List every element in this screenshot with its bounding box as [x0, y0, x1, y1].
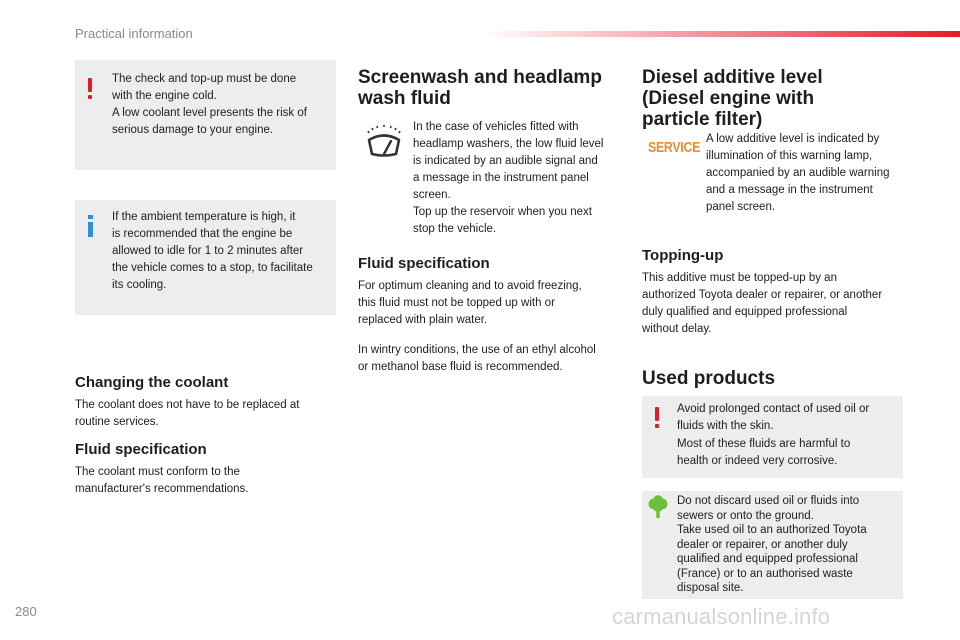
diesel-additive-intro-text: A low additive level is indicated by illumination of this warning lamp, accompanied by an audible warning and a message in the instrument panel screen.	[706, 133, 890, 213]
topping-up-heading: Topping-up	[642, 247, 724, 264]
warning-text: The check and top-up must be done with the engine cold. A low coolant level presents the risk of serious damage to your engine.	[112, 73, 307, 136]
page-number: 280	[15, 604, 37, 619]
info-icon	[88, 215, 93, 237]
changing-coolant-heading: Changing the coolant	[75, 374, 229, 391]
info-text: If the ambient temperature is high, it is recommended that the engine be allowed to idle for 1 to 2 minutes after the vehicle comes to a stop, to facilitate its cooling.	[112, 211, 313, 291]
tree-icon	[647, 495, 669, 519]
screenwash-intro-text: In the case of vehicles fitted with headlamp washers, the low fluid level is indicated by an audible signal and a message in the instrument panel screen. Top up the reservoir when you next stop the vehicle.	[413, 121, 604, 235]
washer-fluid-spec-heading: Fluid specification	[358, 255, 490, 272]
service-warning-lamp-icon: SERVICE	[648, 139, 701, 156]
washer-fluid-spec-text: For optimum cleaning and to avoid freezing, this fluid must not be topped up with or replaced with plain water.	[358, 280, 582, 326]
disposal-text: Do not discard used oil or fluids into sewers or onto the ground. Take used oil to an authorized Toyota dealer or repairer, or another duly qualified and equipped professional (France) or to an authorised waste disposal site.	[677, 495, 867, 594]
warning-box-used-oil	[642, 396, 903, 478]
topping-up-text: This additive must be topped-up by an authorized Toyota dealer or repairer, or another duly qualified and equipped professional without delay.	[642, 272, 883, 335]
warning-icon	[655, 407, 659, 428]
environment-box-disposal	[642, 491, 903, 599]
section-title: Practical information	[75, 26, 193, 41]
header-accent-bar	[480, 31, 960, 37]
warning-icon	[88, 78, 92, 99]
used-oil-warning-text: Avoid prolonged contact of used oil or fluids with the skin. Most of these fluids are harmful to health or indeed very corrosive.	[677, 403, 870, 467]
info-box-cooling	[75, 200, 336, 315]
diesel-additive-heading: Diesel additive level (Diesel engine with particle filter)	[642, 67, 823, 130]
used-products-heading: Used products	[642, 368, 776, 389]
windscreen-washer-icon	[360, 120, 408, 162]
changing-coolant-text: The coolant does not have to be replaced at routine services.	[75, 399, 300, 428]
washer-fluid-winter-text: In wintry conditions, the use of an ethyl alcohol or methanol base fluid is recommended.	[358, 344, 596, 373]
screenwash-heading: Screenwash and headlamp wash fluid	[358, 67, 602, 109]
watermark: carmanualsonline.info	[612, 604, 831, 629]
coolant-fluid-spec-heading: Fluid specification	[75, 441, 207, 458]
coolant-fluid-spec-text: The coolant must conform to the manufacturer's recommendations.	[75, 466, 249, 495]
warning-box-coolant	[75, 60, 336, 170]
